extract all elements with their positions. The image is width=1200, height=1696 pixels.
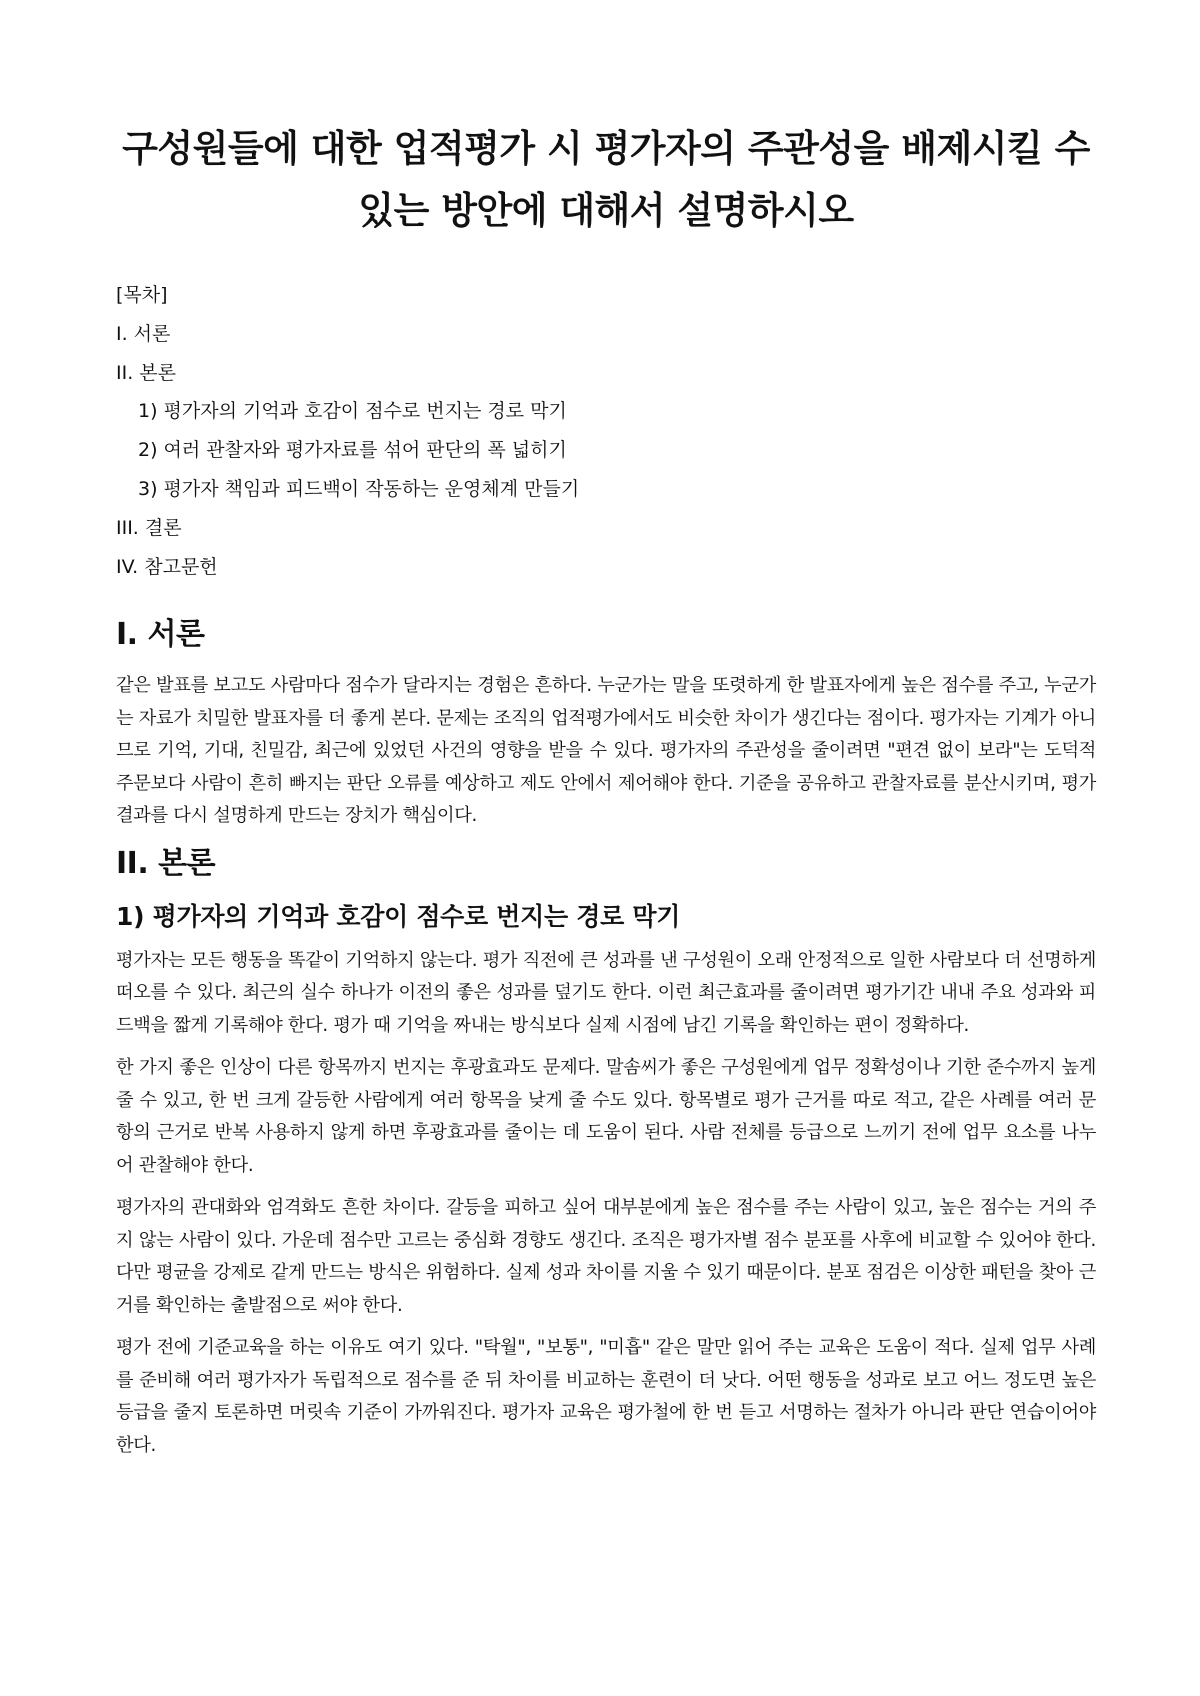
toc-item-intro: I. 서론: [116, 322, 171, 345]
toc-item-body-1: 1) 평가자의 기억과 호감이 점수로 번지는 경로 막기: [138, 400, 567, 423]
body-paragraph: 평가자의 관대화와 엄격화도 흔한 차이다. 갈등을 피하고 싶어 대부분에게 높은 점수를 주는 사람이 있고, 높은 점수는 거의 주지 않는 사람이 있다. 가운데 점수만 고르는 중심화 경향도 생긴다. 조직은 평가자별 점수 분포를 사후에 비교할 수 있어야 한다. 다만 평균을 강제로 같게 만드는 방식은 위험하다. 실제 성과 차이를 지울 수 있기 때문이다. 분포 점검은 이상한 패턴을 찾아 근거를 확인하는 출발점으로 써야 한다.: [116, 1197, 1096, 1316]
subsection-heading-1: 1) 평가자의 기억과 호감이 점수로 번지는 경로 막기: [116, 901, 681, 931]
toc-item-conclusion: III. 결론: [116, 516, 182, 539]
section-heading-intro: I. 서론: [116, 617, 205, 653]
section-heading-body: II. 본론: [116, 845, 216, 881]
intro-paragraph: 같은 발표를 보고도 사람마다 점수가 달라지는 경험은 흔하다. 누군가는 말을 또렷하게 한 발표자에게 높은 점수를 주고, 누군가는 자료가 치밀한 발표자를 더 좋게 본다. 문제는 조직의 업적평가에서도 비슷한 차이가 생긴다는 점이다. 평가자는 기계가 아니므로 기억, 기대, 친밀감, 최근에 있었던 사건의 영향을 받을 수 있다. 평가자의 주관성을 줄이려면 "편견 없이 보라"는 도덕적 주문보다 사람이 흔히 빠지는 판단 오류를 예상하고 제도 안에서 제어해야 한다. 기준을 공유하고 관찰자료를 분산시키며, 평가 결과를 다시 설명하게 만드는 장치가 핵심이다.: [116, 675, 1096, 827]
toc-item-references: IV. 참고문헌: [116, 555, 218, 578]
document-title: 구성원들에 대한 업적평가 시 평가자의 주관성을 배제시킬 수 있는 방안에 대해서 설명하시오: [122, 127, 1090, 232]
table-of-contents: [116, 276, 1096, 586]
body-paragraph: 평가자는 모든 행동을 똑같이 기억하지 않는다. 평가 직전에 큰 성과를 낸 구성원이 오래 안정적으로 일한 사람보다 더 선명하게 떠오를 수 있다. 최근의 실수 하나가 이전의 좋은 성과를 덮기도 한다. 이런 최근효과를 줄이려면 평가기간 내내 주요 성과와 피드백을 짧게 기록해야 한다. 평가 때 기억을 짜내는 방식보다 실제 시점에 남긴 기록을 확인하는 편이 정확하다.: [116, 949, 1096, 1036]
toc-item-body: II. 본론: [116, 361, 176, 384]
toc-heading: [목차]: [116, 284, 168, 306]
toc-item-body-2: 2) 여러 관찰자와 평가자료를 섞어 판단의 폭 넓히기: [138, 439, 567, 462]
body-paragraph: 한 가지 좋은 인상이 다른 항목까지 번지는 후광효과도 문제다. 말솜씨가 좋은 구성원에게 업무 정확성이나 기한 준수까지 높게 줄 수 있고, 한 번 크게 갈등한 사람에게 여러 항목을 낮게 줄 수도 있다. 항목별로 평가 근거를 따로 적고, 같은 사례를 여러 문항의 근거로 반복 사용하지 않게 하면 후광효과를 줄이는 데 도움이 된다. 사람 전체를 등급으로 느끼기 전에 업무 요소를 나누어 관찰해야 한다.: [116, 1057, 1096, 1176]
body-paragraph: 평가 전에 기준교육을 하는 이유도 여기 있다. "탁월", "보통", "미흡" 같은 말만 읽어 주는 교육은 도움이 적다. 실제 업무 사례를 준비해 여러 평가자가 독립적으로 점수를 준 뒤 차이를 비교하는 훈련이 더 낫다. 어떤 행동을 성과로 보고 어느 정도면 높은 등급을 줄지 토론하면 머릿속 기준이 가까워진다. 평가자 교육은 평가철에 한 번 듣고 서명하는 절차가 아니라 판단 연습이어야 한다.: [116, 1337, 1096, 1456]
toc-item-body-3: 3) 평가자 책임과 피드백이 작동하는 운영체계 만들기: [138, 477, 580, 500]
